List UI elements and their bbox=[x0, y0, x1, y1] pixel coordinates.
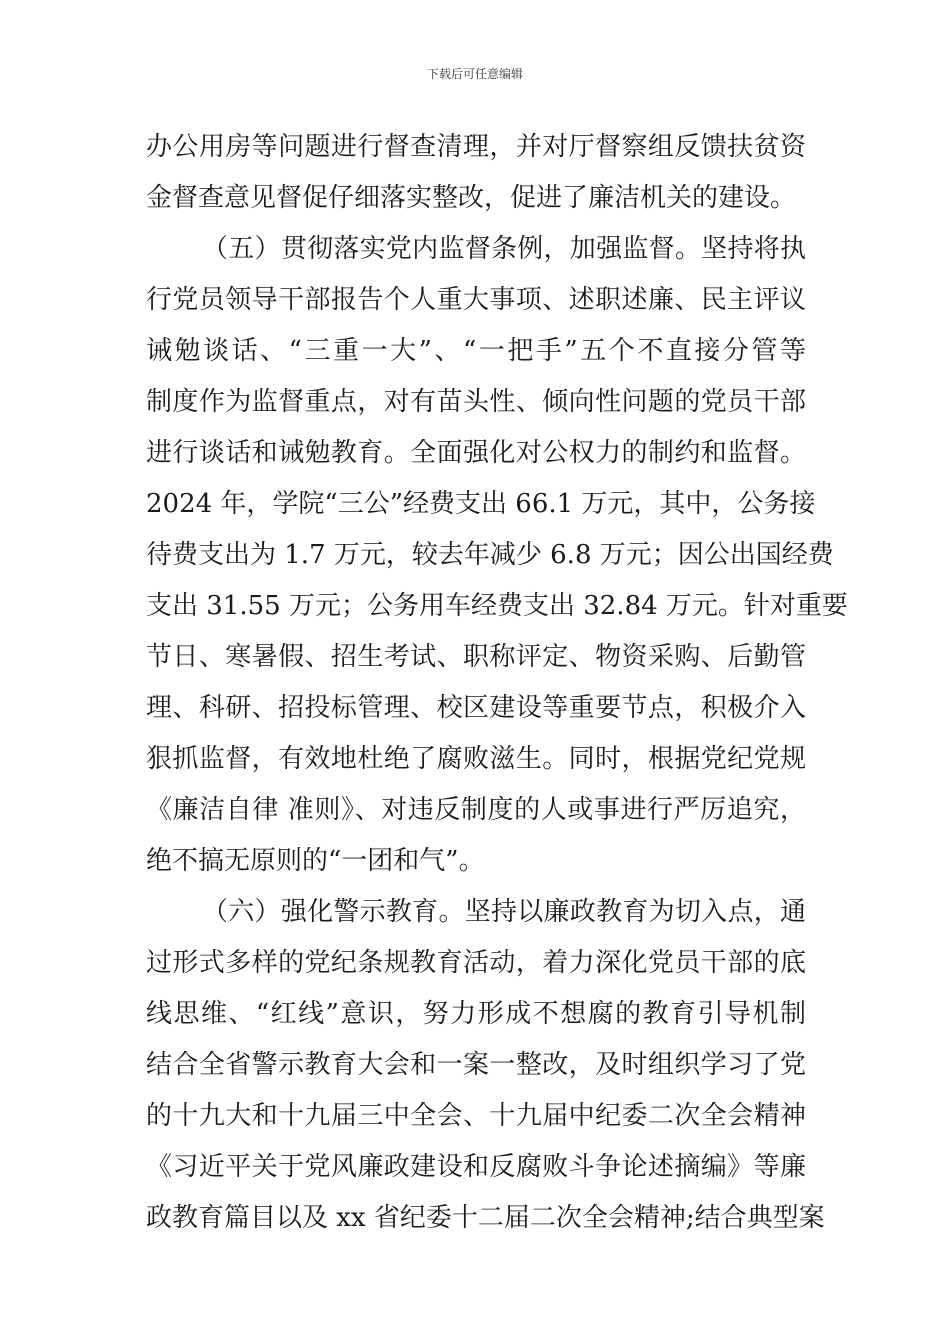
text-line-19: 结合全省警示教育大会和一案一整改，及时组织学习了党 bbox=[146, 1050, 806, 1080]
text-line-9: 待费支出为 1.7 万元，较去年减少 6.8 万元；因公出国经费 bbox=[146, 540, 834, 570]
document-body bbox=[146, 122, 848, 1244]
text-line-11: 节日、寒暑假、招生考试、职称评定、物资采购、后勤管 bbox=[146, 642, 806, 672]
text-line-4: 行党员领导干部报告个人重大事项、述职述廉、民主评议 bbox=[146, 285, 806, 315]
text-line-18: 线思维、“红线”意识，努力形成不想腐的教育引导机制 bbox=[146, 999, 806, 1029]
text-line-8: 2024 年，学院“三公”经费支出 66.1 万元，其中，公务接 bbox=[146, 489, 816, 519]
text-line-17: 过形式多样的党纪条规教育活动，着力深化党员干部的底 bbox=[146, 948, 806, 978]
text-line-12: 理、科研、招投标管理、校区建设等重要节点，积极介入 bbox=[146, 693, 806, 723]
text-line-5: 诫勉谈话、“三重一大”、“一把手”五个不直接分管等 bbox=[146, 336, 806, 366]
text-line-13: 狠抓监督，有效地杜绝了腐败滋生。同时，根据党纪党规 bbox=[146, 744, 806, 774]
text-line-2: 金督查意见督促仔细落实整改，促进了廉洁机关的建设。 bbox=[146, 183, 797, 213]
text-line-15: 绝不搞无原则的“一团和气”。 bbox=[146, 846, 485, 876]
text-line-22: 政教育篇目以及 xx 省纪委十二届二次全会精神;结合典型案 bbox=[146, 1203, 825, 1233]
text-line-20: 的十九大和十九届三中全会、十九届中纪委二次全会精神 bbox=[146, 1101, 806, 1131]
text-line-3-paragraph-5-start: （五）贯彻落实党内监督条例，加强监督。坚持将执 bbox=[202, 234, 806, 264]
text-line-1: 办公用房等问题进行督查清理，并对厅督察组反馈扶贫资 bbox=[146, 132, 806, 162]
text-line-10: 支出 31.55 万元；公务用车经费支出 32.84 万元。针对重要 bbox=[146, 591, 848, 621]
text-line-21: 《习近平关于党风廉政建设和反腐败斗争论述摘编》等廉 bbox=[146, 1152, 806, 1182]
text-line-14: 《廉洁自律 准则》、对违反制度的人或事进行严厉追究， bbox=[146, 795, 806, 825]
text-line-16-paragraph-6-start: （六）强化警示教育。坚持以廉政教育为切入点，通 bbox=[202, 897, 806, 927]
page-header-note: 下载后可任意编辑 bbox=[426, 67, 523, 81]
text-line-7: 进行谈话和诫勉教育。全面强化对公权力的制约和监督。 bbox=[146, 438, 806, 468]
text-line-6: 制度作为监督重点，对有苗头性、倾向性问题的党员干部 bbox=[146, 387, 806, 417]
